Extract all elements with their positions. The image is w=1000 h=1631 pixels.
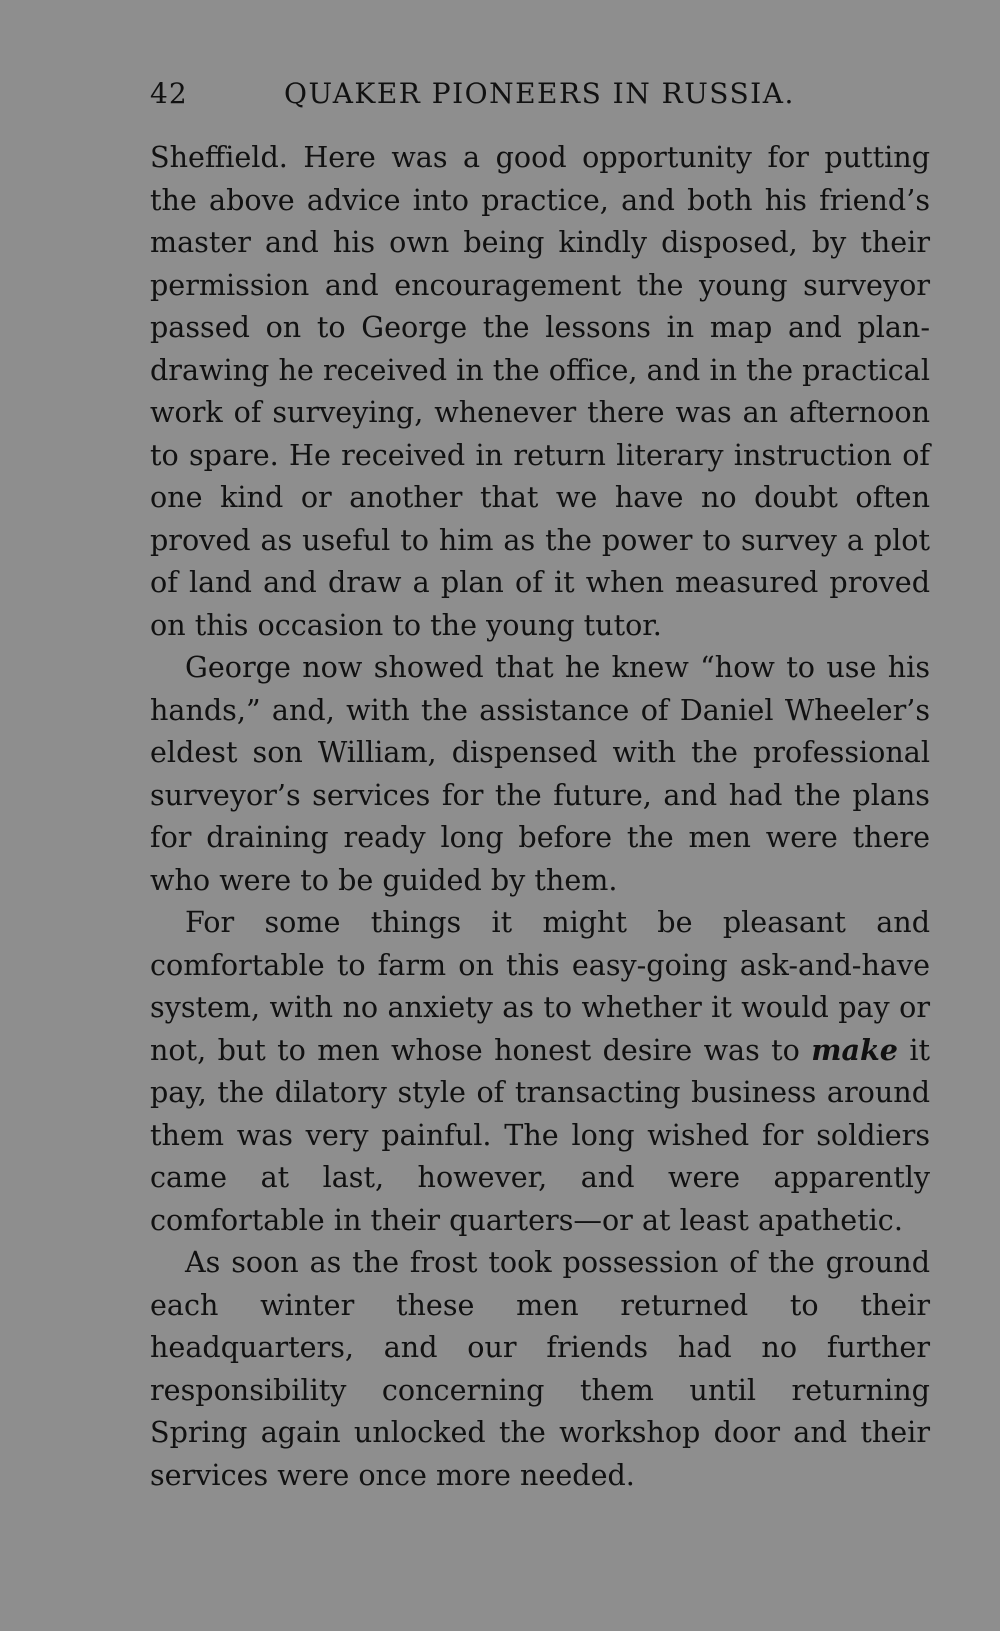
running-head bbox=[150, 72, 930, 116]
paragraph: As soon as the frost took possession of the ground each winter these men returned to their headquarters, and our friends had no further responsibility concerning them until returning Spring again unlocked the workshop door and their services were once more needed. bbox=[150, 1245, 930, 1492]
paragraph-continuation: Sheffield. Here was a good opportunity for putting the above advice into practice, and both his friend’s master and his own being kindly disposed, by their permission and encouragement the young surveyor passed on to George the lessons in map and plan-drawing he received in the office, and in the practical work of surveying, whenever there was an afternoon to spare. He received in return literary instruction of one kind or another that we have no doubt often proved as useful to him as the power to survey a plot of land and draw a plan of it when measured proved on this occasion to the young tutor. bbox=[150, 140, 930, 642]
paragraph: George now showed that he knew “how to use his hands,” and, with the assistance of Daniel Wheeler’s eldest son William, dispensed with the professional surveyor’s services for the future, and had the plans for draining ready long before the men were there who were to be guided by them. bbox=[150, 650, 930, 897]
paragraph bbox=[150, 901, 930, 1241]
paragraph-text: it pay, the dilatory style of transacting business around them was very painful. The long wished for soldiers came at last, however, and were apparently comfortable in their quarters—or at least apathetic. bbox=[150, 1032, 930, 1237]
body-text bbox=[150, 136, 930, 1496]
running-title: QUAKER PIONEERS IN RUSSIA. bbox=[284, 77, 795, 110]
paragraph-text: For some things it might be pleasant and comfortable to farm on this easy-going ask-and-have system, with no anxiety as to whether it would pay or not, but to men whose honest desire was to bbox=[150, 905, 930, 1067]
page-number: 42 bbox=[150, 77, 188, 110]
emphasized-word: make bbox=[811, 1032, 898, 1067]
